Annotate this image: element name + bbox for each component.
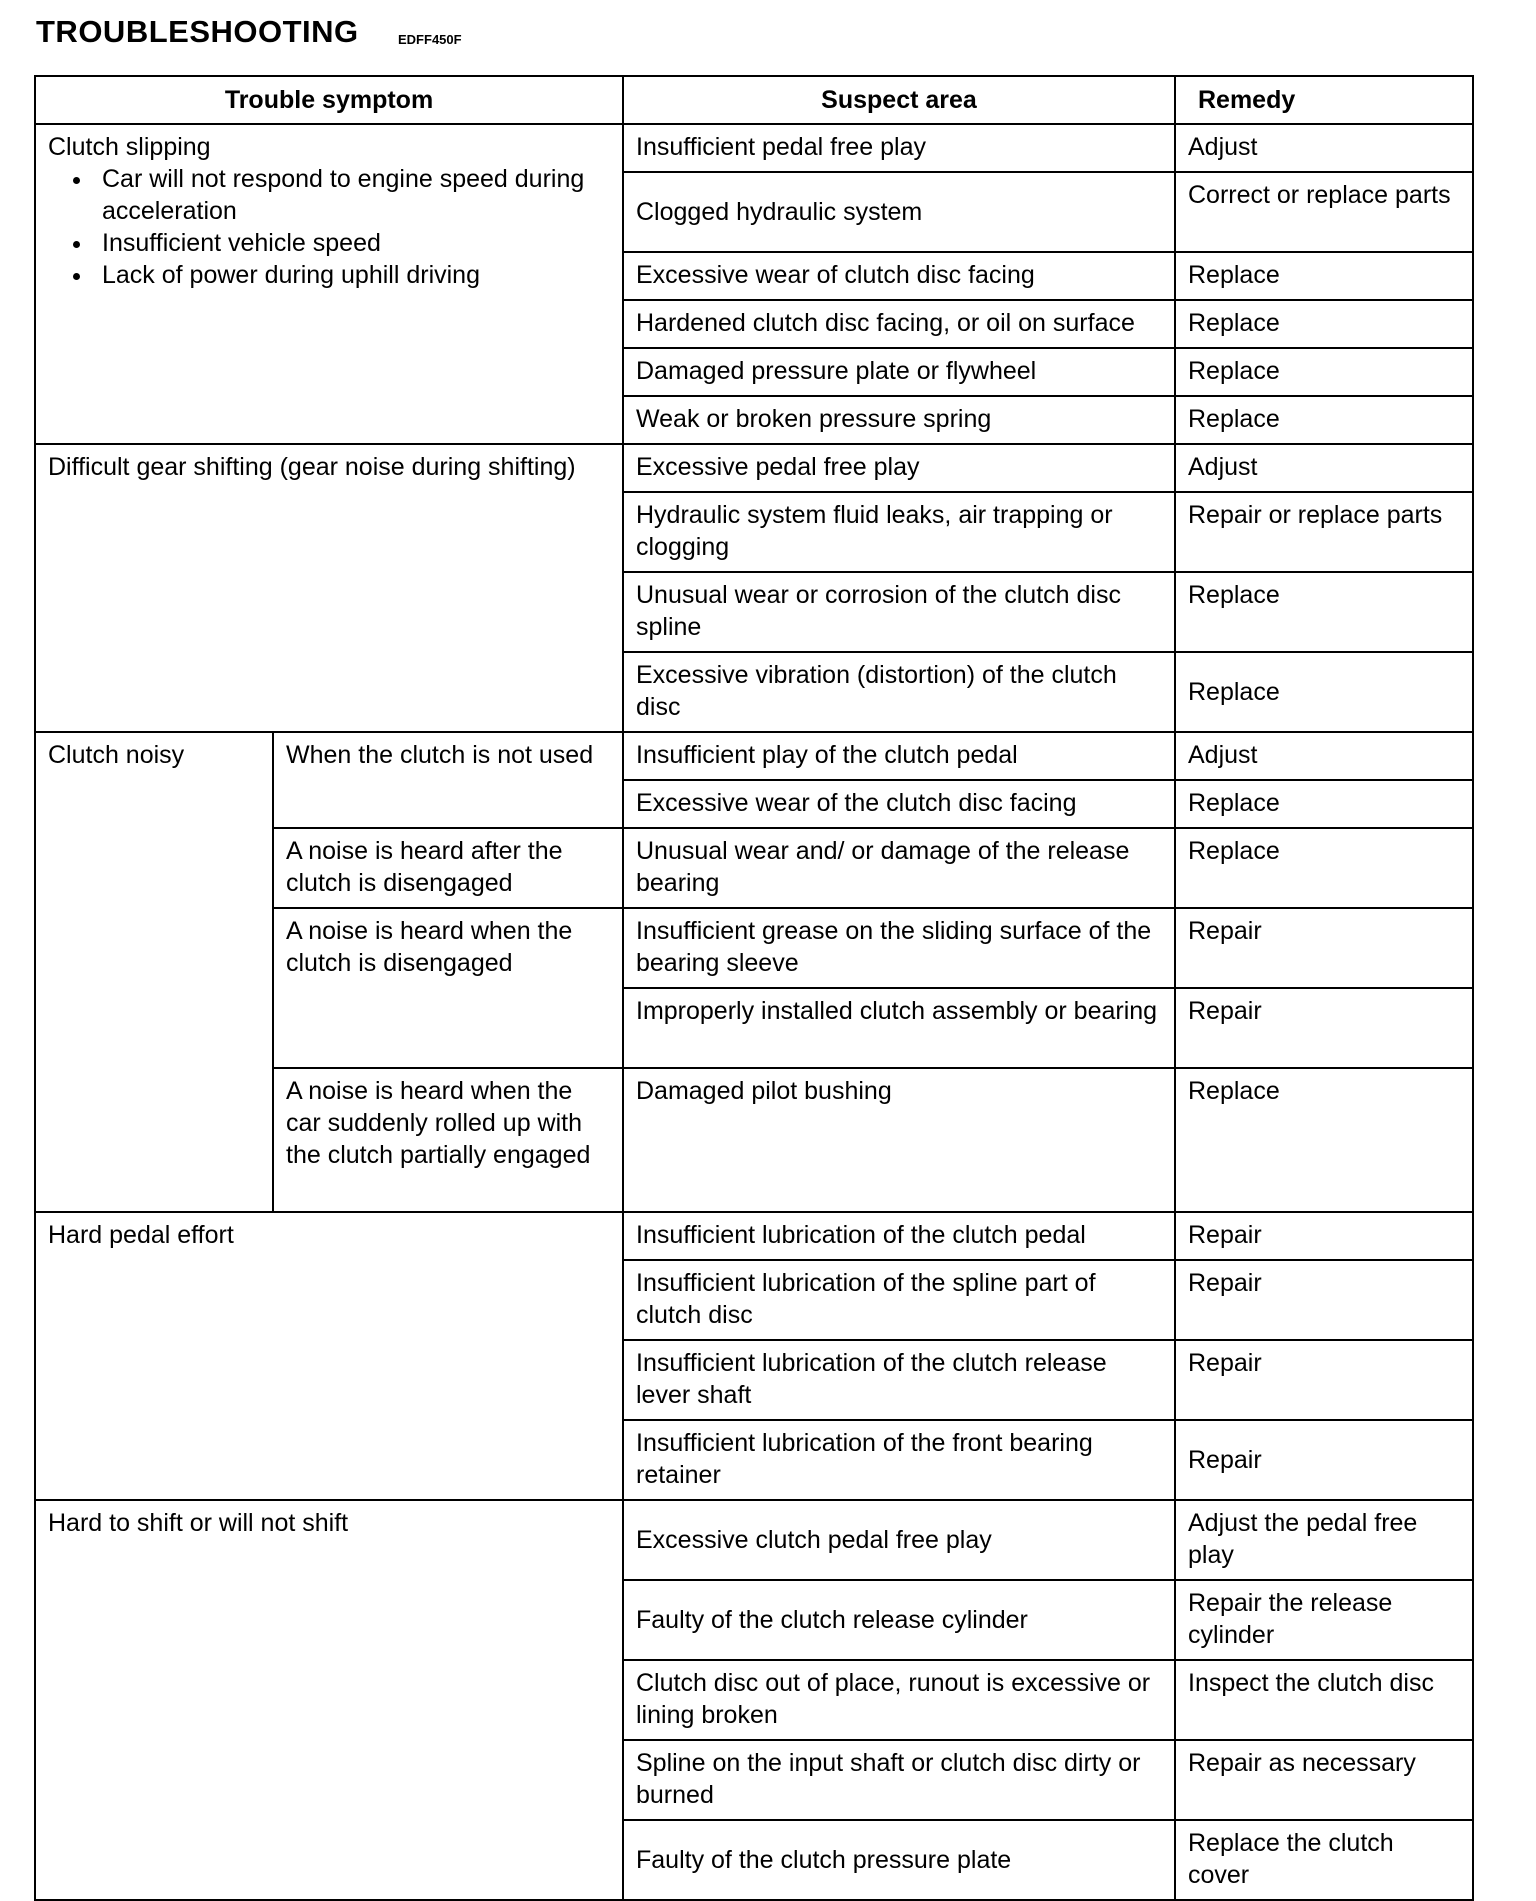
suspect-cell: Excessive wear of the clutch disc facing: [623, 780, 1175, 828]
remedy-cell: Replace: [1175, 780, 1473, 828]
symptom-clutch-noisy: Clutch noisy: [35, 732, 273, 1212]
remedy-cell: Replace: [1175, 828, 1473, 908]
suspect-cell: Insufficient lubrication of the clutch pedal: [623, 1212, 1175, 1260]
remedy-cell: Replace: [1175, 572, 1473, 652]
table-row: [35, 1212, 1473, 1260]
symptom-bullets: [48, 163, 610, 291]
suspect-cell: Insufficient lubrication of the clutch release lever shaft: [623, 1340, 1175, 1420]
remedy-cell: Inspect the clutch disc: [1175, 1660, 1473, 1740]
suspect-cell: Clogged hydraulic system: [623, 172, 1175, 252]
suspect-cell: Excessive wear of clutch disc facing: [623, 252, 1175, 300]
suspect-cell: Faulty of the clutch release cylinder: [623, 1580, 1175, 1660]
suspect-cell: Unusual wear or corrosion of the clutch disc spline: [623, 572, 1175, 652]
remedy-cell: Repair: [1175, 1340, 1473, 1420]
column-header-suspect: Suspect area: [623, 76, 1175, 124]
suspect-cell: Excessive clutch pedal free play: [623, 1500, 1175, 1580]
suspect-cell: Damaged pilot bushing: [623, 1068, 1175, 1212]
symptom-condition: A noise is heard after the clutch is disengaged: [273, 828, 623, 908]
symptom-condition: When the clutch is not used: [273, 732, 623, 828]
suspect-cell: Insufficient pedal free play: [623, 124, 1175, 172]
remedy-cell: Correct or replace parts: [1175, 172, 1473, 252]
bullet-item: • Lack of power during uphill driving: [94, 259, 610, 291]
remedy-cell: Replace: [1175, 1068, 1473, 1212]
remedy-cell: Repair: [1175, 908, 1473, 988]
header-row: [35, 76, 1473, 124]
document-code: EDFF450F: [398, 32, 462, 47]
remedy-cell: Repair: [1175, 1420, 1473, 1500]
suspect-cell: Improperly installed clutch assembly or bearing: [623, 988, 1175, 1068]
table-row: [35, 1500, 1473, 1580]
suspect-cell: Hardened clutch disc facing, or oil on surface: [623, 300, 1175, 348]
column-header-symptom: Trouble symptom: [35, 76, 623, 124]
table-row: [35, 732, 1473, 780]
symptom-hard-to-shift: Hard to shift or will not shift: [35, 1500, 623, 1900]
symptom-clutch-slipping: [35, 124, 623, 444]
suspect-cell: Spline on the input shaft or clutch disc dirty or burned: [623, 1740, 1175, 1820]
symptom-condition: A noise is heard when the car suddenly rolled up with the clutch partially engaged: [273, 1068, 623, 1212]
column-header-remedy: Remedy: [1175, 76, 1473, 124]
remedy-cell: Repair: [1175, 1212, 1473, 1260]
symptom-condition: A noise is heard when the clutch is disengaged: [273, 908, 623, 1068]
remedy-cell: Replace: [1175, 652, 1473, 732]
remedy-cell: Replace: [1175, 252, 1473, 300]
remedy-cell: Replace: [1175, 300, 1473, 348]
remedy-cell: Replace: [1175, 396, 1473, 444]
table-row: [35, 124, 1473, 172]
bullet-item: • Insufficient vehicle speed: [94, 227, 610, 259]
remedy-cell: Adjust: [1175, 124, 1473, 172]
remedy-cell: Replace: [1175, 348, 1473, 396]
remedy-cell: Repair the release cylinder: [1175, 1580, 1473, 1660]
remedy-cell: Adjust: [1175, 732, 1473, 780]
suspect-cell: Insufficient play of the clutch pedal: [623, 732, 1175, 780]
symptom-label: Clutch slipping: [48, 133, 211, 161]
troubleshooting-table: [34, 75, 1474, 1901]
remedy-cell: Repair or replace parts: [1175, 492, 1473, 572]
suspect-cell: Excessive pedal free play: [623, 444, 1175, 492]
suspect-cell: Damaged pressure plate or flywheel: [623, 348, 1175, 396]
suspect-cell: Insufficient lubrication of the front bearing retainer: [623, 1420, 1175, 1500]
symptom-hard-pedal-effort: Hard pedal effort: [35, 1212, 623, 1500]
remedy-cell: Repair as necessary: [1175, 1740, 1473, 1820]
suspect-cell: Clutch disc out of place, runout is excessive or lining broken: [623, 1660, 1175, 1740]
bullet-item: • Car will not respond to engine speed during acceleration: [94, 163, 610, 227]
suspect-cell: Insufficient grease on the sliding surface of the bearing sleeve: [623, 908, 1175, 988]
suspect-cell: Hydraulic system fluid leaks, air trapping or clogging: [623, 492, 1175, 572]
suspect-cell: Weak or broken pressure spring: [623, 396, 1175, 444]
suspect-cell: Faulty of the clutch pressure plate: [623, 1820, 1175, 1900]
suspect-cell: Insufficient lubrication of the spline part of clutch disc: [623, 1260, 1175, 1340]
suspect-cell: Unusual wear and/ or damage of the release bearing: [623, 828, 1175, 908]
table-row: [35, 444, 1473, 492]
remedy-cell: Repair: [1175, 988, 1473, 1068]
remedy-cell: Replace the clutch cover: [1175, 1820, 1473, 1900]
remedy-cell: Adjust: [1175, 444, 1473, 492]
suspect-cell: Excessive vibration (distortion) of the clutch disc: [623, 652, 1175, 732]
page-title: TROUBLESHOOTING: [36, 14, 359, 49]
remedy-cell: Adjust the pedal free play: [1175, 1500, 1473, 1580]
symptom-difficult-gear-shifting: Difficult gear shifting (gear noise during shifting): [35, 444, 623, 732]
remedy-cell: Repair: [1175, 1260, 1473, 1340]
